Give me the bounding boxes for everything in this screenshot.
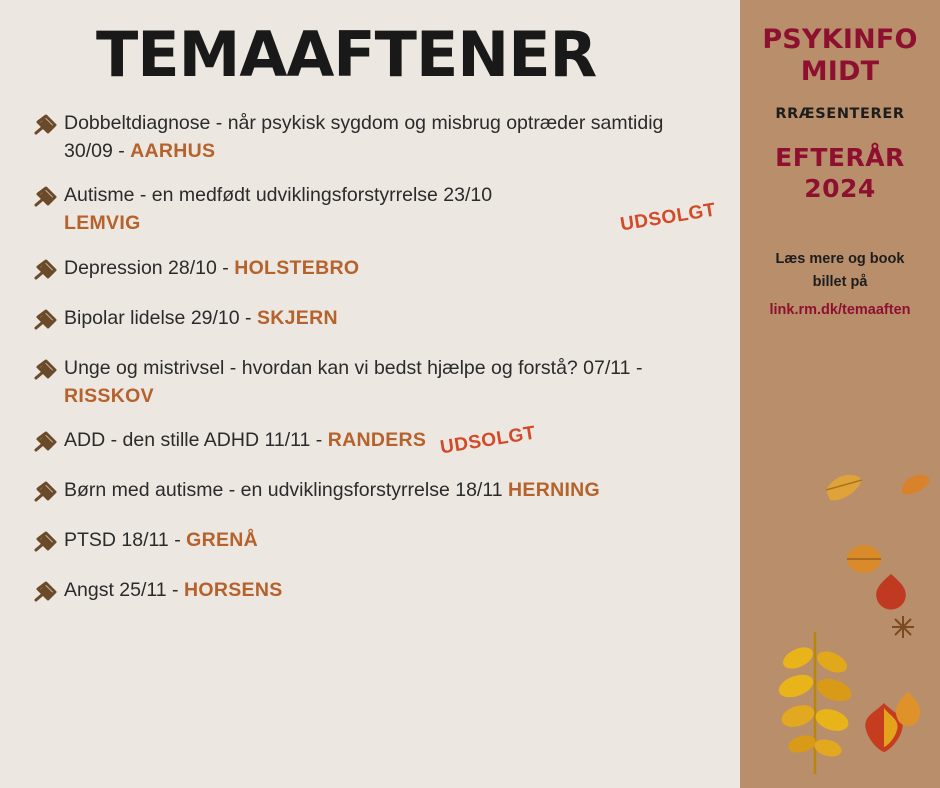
event-text bbox=[64, 304, 338, 333]
leaf-icon bbox=[770, 628, 860, 783]
list-item[interactable] bbox=[26, 422, 740, 460]
brand-line-2: MIDT bbox=[800, 55, 880, 87]
list-item[interactable] bbox=[26, 576, 740, 610]
presents-label: RRÆSENTERER bbox=[775, 105, 905, 122]
pushpin-icon bbox=[26, 181, 64, 211]
leaf-icon bbox=[890, 690, 926, 735]
brand-logo bbox=[740, 24, 940, 88]
event-text bbox=[64, 109, 704, 165]
status-badge: UDSOLGT bbox=[618, 200, 717, 236]
booking-info-line-2: billet på bbox=[812, 273, 868, 290]
booking-link[interactable]: link.rm.dk/temaaften bbox=[769, 302, 911, 319]
event-title: Depression 28/10 - bbox=[64, 256, 235, 279]
event-text bbox=[64, 181, 492, 237]
leaf-icon bbox=[822, 468, 866, 513]
pushpin-icon bbox=[26, 304, 64, 334]
booking-info-line-1: Læs mere og book bbox=[775, 251, 905, 268]
list-item[interactable] bbox=[26, 304, 740, 338]
event-place: LEMVIG bbox=[64, 212, 141, 235]
event-place: AARHUS bbox=[130, 139, 216, 162]
pushpin-icon bbox=[26, 426, 64, 456]
pushpin-icon bbox=[26, 526, 64, 556]
list-item[interactable] bbox=[26, 354, 740, 410]
event-title: ADD - den stille ADHD 11/11 - bbox=[64, 429, 328, 452]
event-title: Dobbeltdiagnose - når psykisk sygdom og misbrug optræder samtidig 30/09 - bbox=[64, 112, 664, 162]
event-place: SKJERN bbox=[256, 306, 338, 329]
event-title: Angst 25/11 - bbox=[64, 579, 184, 602]
sidebar bbox=[740, 0, 940, 788]
event-title: Bipolar lidelse 29/10 - bbox=[64, 306, 257, 329]
season-line-1: EFTERÅR bbox=[775, 142, 905, 172]
event-title: Autisme - en medfødt udviklingsforstyrrelse 23/10 bbox=[64, 184, 493, 207]
pushpin-icon bbox=[26, 109, 64, 139]
event-text bbox=[64, 354, 704, 410]
star-anise-icon bbox=[890, 614, 916, 645]
event-place: HORSENS bbox=[183, 579, 283, 602]
event-place: HERNING bbox=[508, 479, 601, 502]
event-place: GRENÅ bbox=[186, 529, 259, 552]
event-place: HOLSTEBRO bbox=[234, 256, 360, 279]
event-title: Børn med autisme - en udviklingsforstyrrelse 18/11 bbox=[64, 479, 508, 502]
season-line-2: 2024 bbox=[804, 173, 876, 203]
pushpin-icon bbox=[26, 476, 64, 506]
event-place: RISSKOV bbox=[64, 384, 154, 407]
booking-info bbox=[740, 248, 940, 321]
event-text bbox=[64, 476, 600, 505]
brand-line-1: PSYKINFO bbox=[762, 24, 918, 55]
pushpin-icon bbox=[26, 354, 64, 384]
status-badge: UDSOLGT bbox=[439, 422, 538, 459]
event-title: PTSD 18/11 - bbox=[64, 529, 187, 552]
list-item[interactable] bbox=[26, 254, 740, 288]
list-item[interactable] bbox=[26, 181, 740, 237]
leaf-icon bbox=[870, 572, 912, 619]
leaf-icon bbox=[900, 470, 932, 505]
pushpin-icon bbox=[26, 254, 64, 284]
event-text bbox=[64, 422, 538, 459]
list-item[interactable] bbox=[26, 526, 740, 560]
event-title: Unge og mistrivsel - hvordan kan vi bedst hjælpe og forstå? 07/11 - bbox=[64, 356, 643, 379]
event-place: RANDERS bbox=[327, 429, 427, 452]
event-text bbox=[64, 254, 359, 283]
event-text bbox=[64, 526, 258, 555]
list-item[interactable] bbox=[26, 109, 740, 165]
page-title: TEMAAFTENER bbox=[96, 18, 597, 91]
season-label bbox=[740, 142, 940, 205]
list-item[interactable] bbox=[26, 476, 740, 510]
event-text bbox=[64, 576, 283, 605]
pushpin-icon bbox=[26, 576, 64, 606]
event-list bbox=[0, 109, 740, 610]
